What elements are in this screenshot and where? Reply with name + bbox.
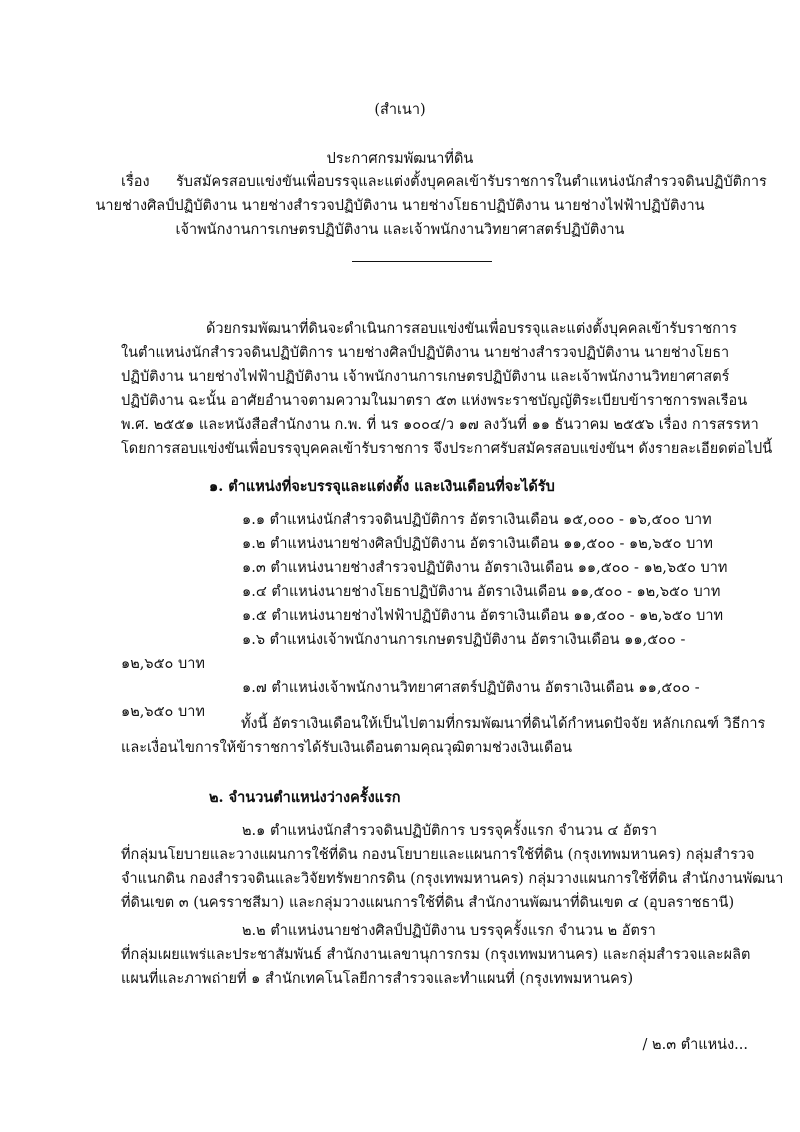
section-2-item-2-line: ๒.๒ ตำแหน่งนายช่างศิลป์ปฏิบัติงาน บรรจุครั้งแรก จำนวน ๒ อัตรา (242, 923, 656, 939)
section-2-item-1-line: ที่ดินเขต ๓ (นครราชสีมา) และกลุ่มวางแผนการใช้ที่ดิน สำนักงานพัฒนาที่ดินเขต ๔ (อุบลราชธานี) (121, 895, 735, 911)
section-2-heading: ๒. จำนวนตำแหน่งว่างครั้งแรก (209, 789, 401, 806)
intro-line-3: ปฏิบัติงาน นายช่างไฟฟ้าปฏิบัติงาน เจ้าพนักงานการเกษตรปฏิบัติงาน และเจ้าพนักงานวิทยาศาสตร์ (121, 369, 730, 385)
salary-note-line-1: ทั้งนี้ อัตราเงินเดือนให้เป็นไปตามที่กรมพัฒนาที่ดินได้กำหนดปัจจัย หลักเกณฑ์ วิธีการ (241, 716, 766, 732)
section-2-item-1-line: ๒.๑ ตำแหน่งนักสำรวจดินปฏิบัติการ บรรจุครั้งแรก จำนวน ๔ อัตรา (242, 823, 657, 839)
section-1-item-wrap: ๑๒,๖๕๐ บาท (121, 704, 205, 720)
agency-title: ประกาศกรมพัฒนาที่ดิน (326, 151, 474, 167)
intro-line-5: พ.ศ. ๒๕๕๑ และหนังสือสำนักงาน ก.พ. ที่ นร ๑๐๐๔/ว ๑๗ ลงวันที่ ๑๑ ธันวาคม ๒๕๕๖ เรื่อง การสรรหา (121, 417, 759, 433)
section-2-item-1-line: ที่กลุ่มนโยบายและวางแผนการใช้ที่ดิน กองนโยบายและแผนการใช้ที่ดิน (กรุงเทพมหานคร) กลุ่มสำรวจ (121, 847, 755, 863)
intro-line-6: โดยการสอบแข่งขันเพื่อบรรจุบุคคลเข้ารับราชการ จึงประกาศรับสมัครสอบแข่งขันฯ ดังรายละเอียดต่อไปนี้ (121, 441, 773, 457)
intro-line-1: ด้วยกรมพัฒนาที่ดินจะดำเนินการสอบแข่งขันเพื่อบรรจุและแต่งตั้งบุคคลเข้ารับราชการ (206, 321, 737, 337)
section-1-item: ๑.๖ ตำแหน่งเจ้าพนักงานการเกษตรปฏิบัติงาน อัตราเงินเดือน ๑๑,๕๐๐ - (242, 632, 686, 648)
section-1-heading: ๑. ตำแหน่งที่จะบรรจุและแต่งตั้ง และเงินเดือนที่จะได้รับ (209, 478, 555, 495)
section-1-item: ๑.๗ ตำแหน่งเจ้าพนักงานวิทยาศาสตร์ปฏิบัติงาน อัตราเงินเดือน ๑๑,๕๐๐ - (242, 680, 700, 696)
section-1-item: ๑.๔ ตำแหน่งนายช่างโยธาปฏิบัติงาน อัตราเงินเดือน ๑๑,๕๐๐ - ๑๒,๖๕๐ บาท (242, 584, 721, 600)
intro-line-4: ปฏิบัติงาน ฉะนั้น อาศัยอำนาจตามความในมาตรา ๕๓ แห่งพระราชบัญญัติระเบียบข้าราชการพลเรือน (121, 393, 748, 409)
subject-line-3: เจ้าพนักงานการเกษตรปฏิบัติงาน และเจ้าพนักงานวิทยาศาสตร์ปฏิบัติงาน (175, 222, 625, 238)
intro-line-2: ในตำแหน่งนักสำรวจดินปฏิบัติการ นายช่างศิลป์ปฏิบัติงาน นายช่างสำรวจปฏิบัติงาน นายช่างโยธา (121, 345, 730, 361)
section-1-item: ๑.๓ ตำแหน่งนายช่างสำรวจปฏิบัติงาน อัตราเงินเดือน ๑๑,๕๐๐ - ๑๒,๖๕๐ บาท (242, 560, 728, 576)
section-1-item: ๑.๑ ตำแหน่งนักสำรวจดินปฏิบัติการ อัตราเงินเดือน ๑๕,๐๐๐ - ๑๖,๕๐๐ บาท (242, 512, 712, 528)
section-1-item: ๑.๒ ตำแหน่งนายช่างศิลป์ปฏิบัติงาน อัตราเงินเดือน ๑๑,๕๐๐ - ๑๒,๖๕๐ บาท (242, 536, 713, 552)
section-2-item-1-line: จำแนกดิน กองสำรวจดินและวิจัยทรัพยากรดิน (กรุงเทพมหานคร) กลุ่มวางแผนการใช้ที่ดิน สำนักงานพัฒนา (121, 871, 784, 887)
section-2-item-2-line: แผนที่และภาพถ่ายที่ ๑ สำนักเทคโนโลยีการสำรวจและทำแผนที่ (กรุงเทพมหานคร) (121, 971, 634, 987)
section-1-item: ๑.๕ ตำแหน่งนายช่างไฟฟ้าปฏิบัติงาน อัตราเงินเดือน ๑๑,๕๐๐ - ๑๒,๖๕๐ บาท (242, 608, 724, 624)
copy-mark: (สำเนา) (374, 102, 426, 118)
salary-note-line-2: และเงื่อนไขการให้ข้าราชการได้รับเงินเดือนตามคุณวุฒิตามช่วงเงินเดือน (121, 740, 573, 756)
section-1-item-wrap: ๑๒,๖๕๐ บาท (121, 656, 205, 672)
subject-label: เรื่อง (121, 174, 150, 190)
section-2-item-2-line: ที่กลุ่มเผยแพร่และประชาสัมพันธ์ สำนักงานเลขานุการกรม (กรุงเทพมหานคร) และกลุ่มสำรวจและผลิต (121, 947, 751, 963)
title-divider (352, 261, 492, 262)
subject-line-2: นายช่างศิลป์ปฏิบัติงาน นายช่างสำรวจปฏิบัติงาน นายช่างโยธาปฏิบัติงาน นายช่างไฟฟ้าปฏิบัติงาน (95, 198, 705, 214)
page-continuation: / ๒.๓ ตำแหน่ง... (642, 1037, 748, 1053)
subject-line-1: รับสมัครสอบแข่งขันเพื่อบรรจุและแต่งตั้งบุคคลเข้ารับราชการในตำแหน่งนักสำรวจดินปฏิบัติการ (176, 174, 767, 190)
